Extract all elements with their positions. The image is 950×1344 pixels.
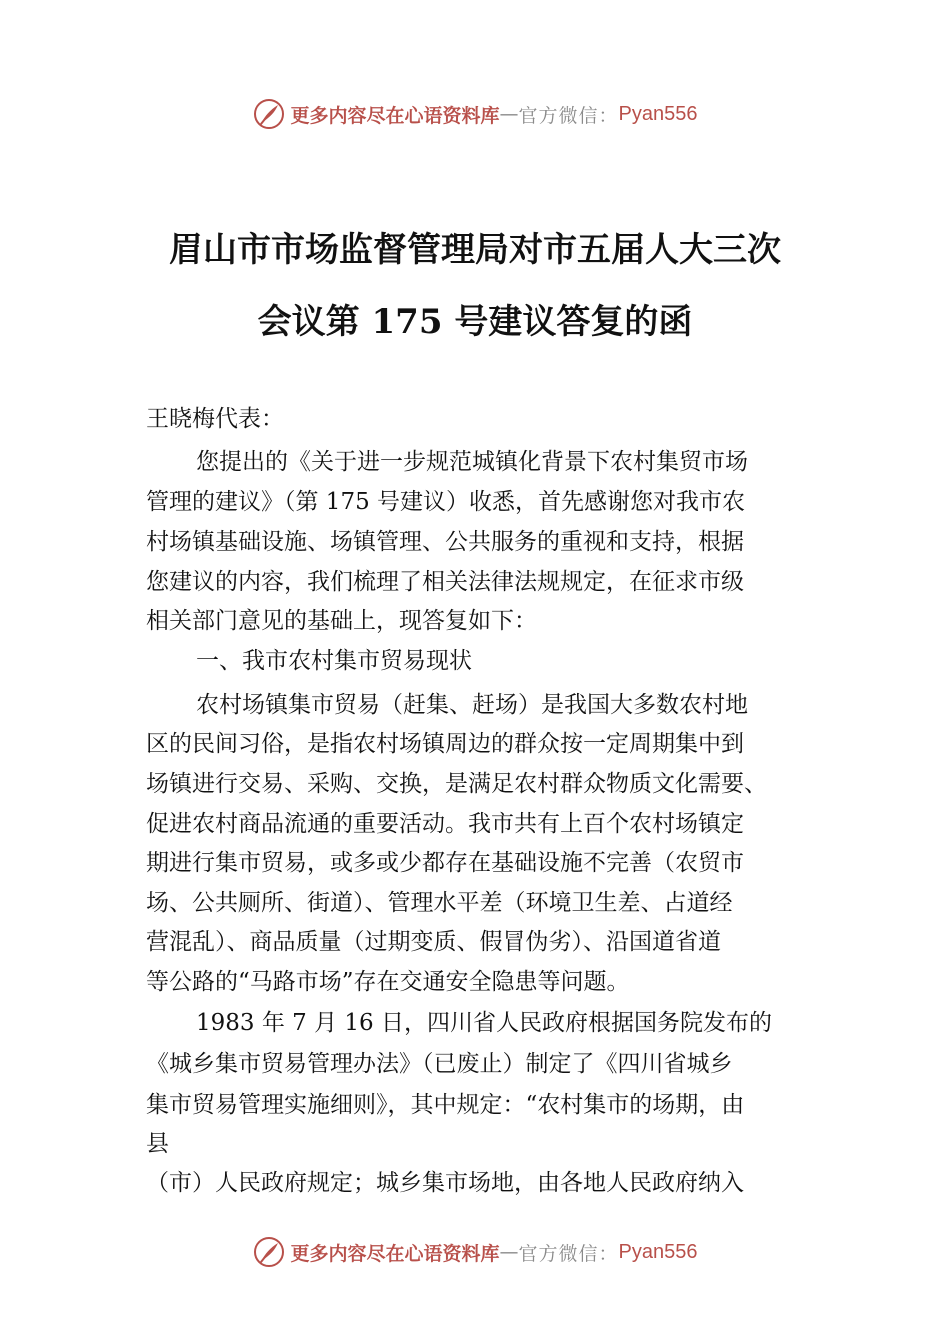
body-line: 促进农村商品流通的重要活动。我市共有上百个农村场镇定 <box>146 811 744 837</box>
body-line: 《城乡集市贸易管理办法》（已废止）制定了《四川省城乡 <box>146 1051 733 1077</box>
body-line: 场、公共厕所、街道）、管理水平差（环境卫生差、占道经 <box>146 890 733 916</box>
banner-site-name: 更多内容尽在心语资料库 <box>290 1242 500 1265</box>
body-line: 1983 年 7 月 16 日，四川省人民政府根据国务院发布的 <box>196 1010 772 1036</box>
header-banner <box>0 94 950 134</box>
banner-dash: — <box>499 103 519 125</box>
body-line: 区的民间习俗，是指农村场镇周边的群众按一定周期集中到 <box>146 731 744 757</box>
document-title-line-1: 眉山市市场监督管理局对市五届人大三次 <box>169 230 781 270</box>
body-line: 集市贸易管理实施细则》，其中规定：“农村集市的场期，由 <box>146 1092 745 1118</box>
banner-wechat-id: Pyan556 <box>618 1240 698 1263</box>
body-line: 农村场镇集市贸易（赶集、赶场）是我国大多数农村地 <box>196 692 748 718</box>
banner-wechat-id: Pyan556 <box>618 102 698 125</box>
section-heading: 一、我市农村集市贸易现状 <box>196 648 472 674</box>
document-title-line-2: 会议第 175 号建议答复的函 <box>257 302 693 342</box>
salutation: 王晓梅代表： <box>146 406 284 432</box>
body-line: 营混乱）、商品质量（过期变质、假冒伪劣）、沿国道省道 <box>146 929 721 955</box>
banner-wechat-label: 官方微信： <box>518 104 619 127</box>
banner-site-name: 更多内容尽在心语资料库 <box>290 104 500 127</box>
banner-dash: — <box>499 1241 519 1263</box>
body-line: （市）人民政府规定；城乡集市场地，由各地人民政府纳入 <box>146 1170 744 1196</box>
body-line: 等公路的“马路市场”存在交通安全隐患等问题。 <box>146 969 630 995</box>
body-line: 场镇进行交易、采购、交换，是满足农村群众物质文化需要、 <box>146 771 767 797</box>
quill-pen-logo-icon <box>253 98 285 130</box>
quill-pen-logo-icon <box>253 1236 285 1268</box>
body-line: 县 <box>146 1131 169 1157</box>
banner-wechat-label: 官方微信： <box>518 1242 619 1265</box>
body-line: 村场镇基础设施、场镇管理、公共服务的重视和支持，根据 <box>146 529 744 555</box>
body-line: 相关部门意见的基础上，现答复如下： <box>146 608 537 634</box>
body-line: 您建议的内容，我们梳理了相关法律法规规定，在征求市级 <box>146 569 744 595</box>
body-line: 管理的建议》（第 175 号建议）收悉，首先感谢您对我市农 <box>146 489 746 515</box>
footer-banner <box>0 1232 950 1272</box>
body-line: 期进行集市贸易，或多或少都存在基础设施不完善（农贸市 <box>146 850 744 876</box>
body-line: 您提出的《关于进一步规范城镇化背景下农村集贸市场 <box>196 449 748 475</box>
